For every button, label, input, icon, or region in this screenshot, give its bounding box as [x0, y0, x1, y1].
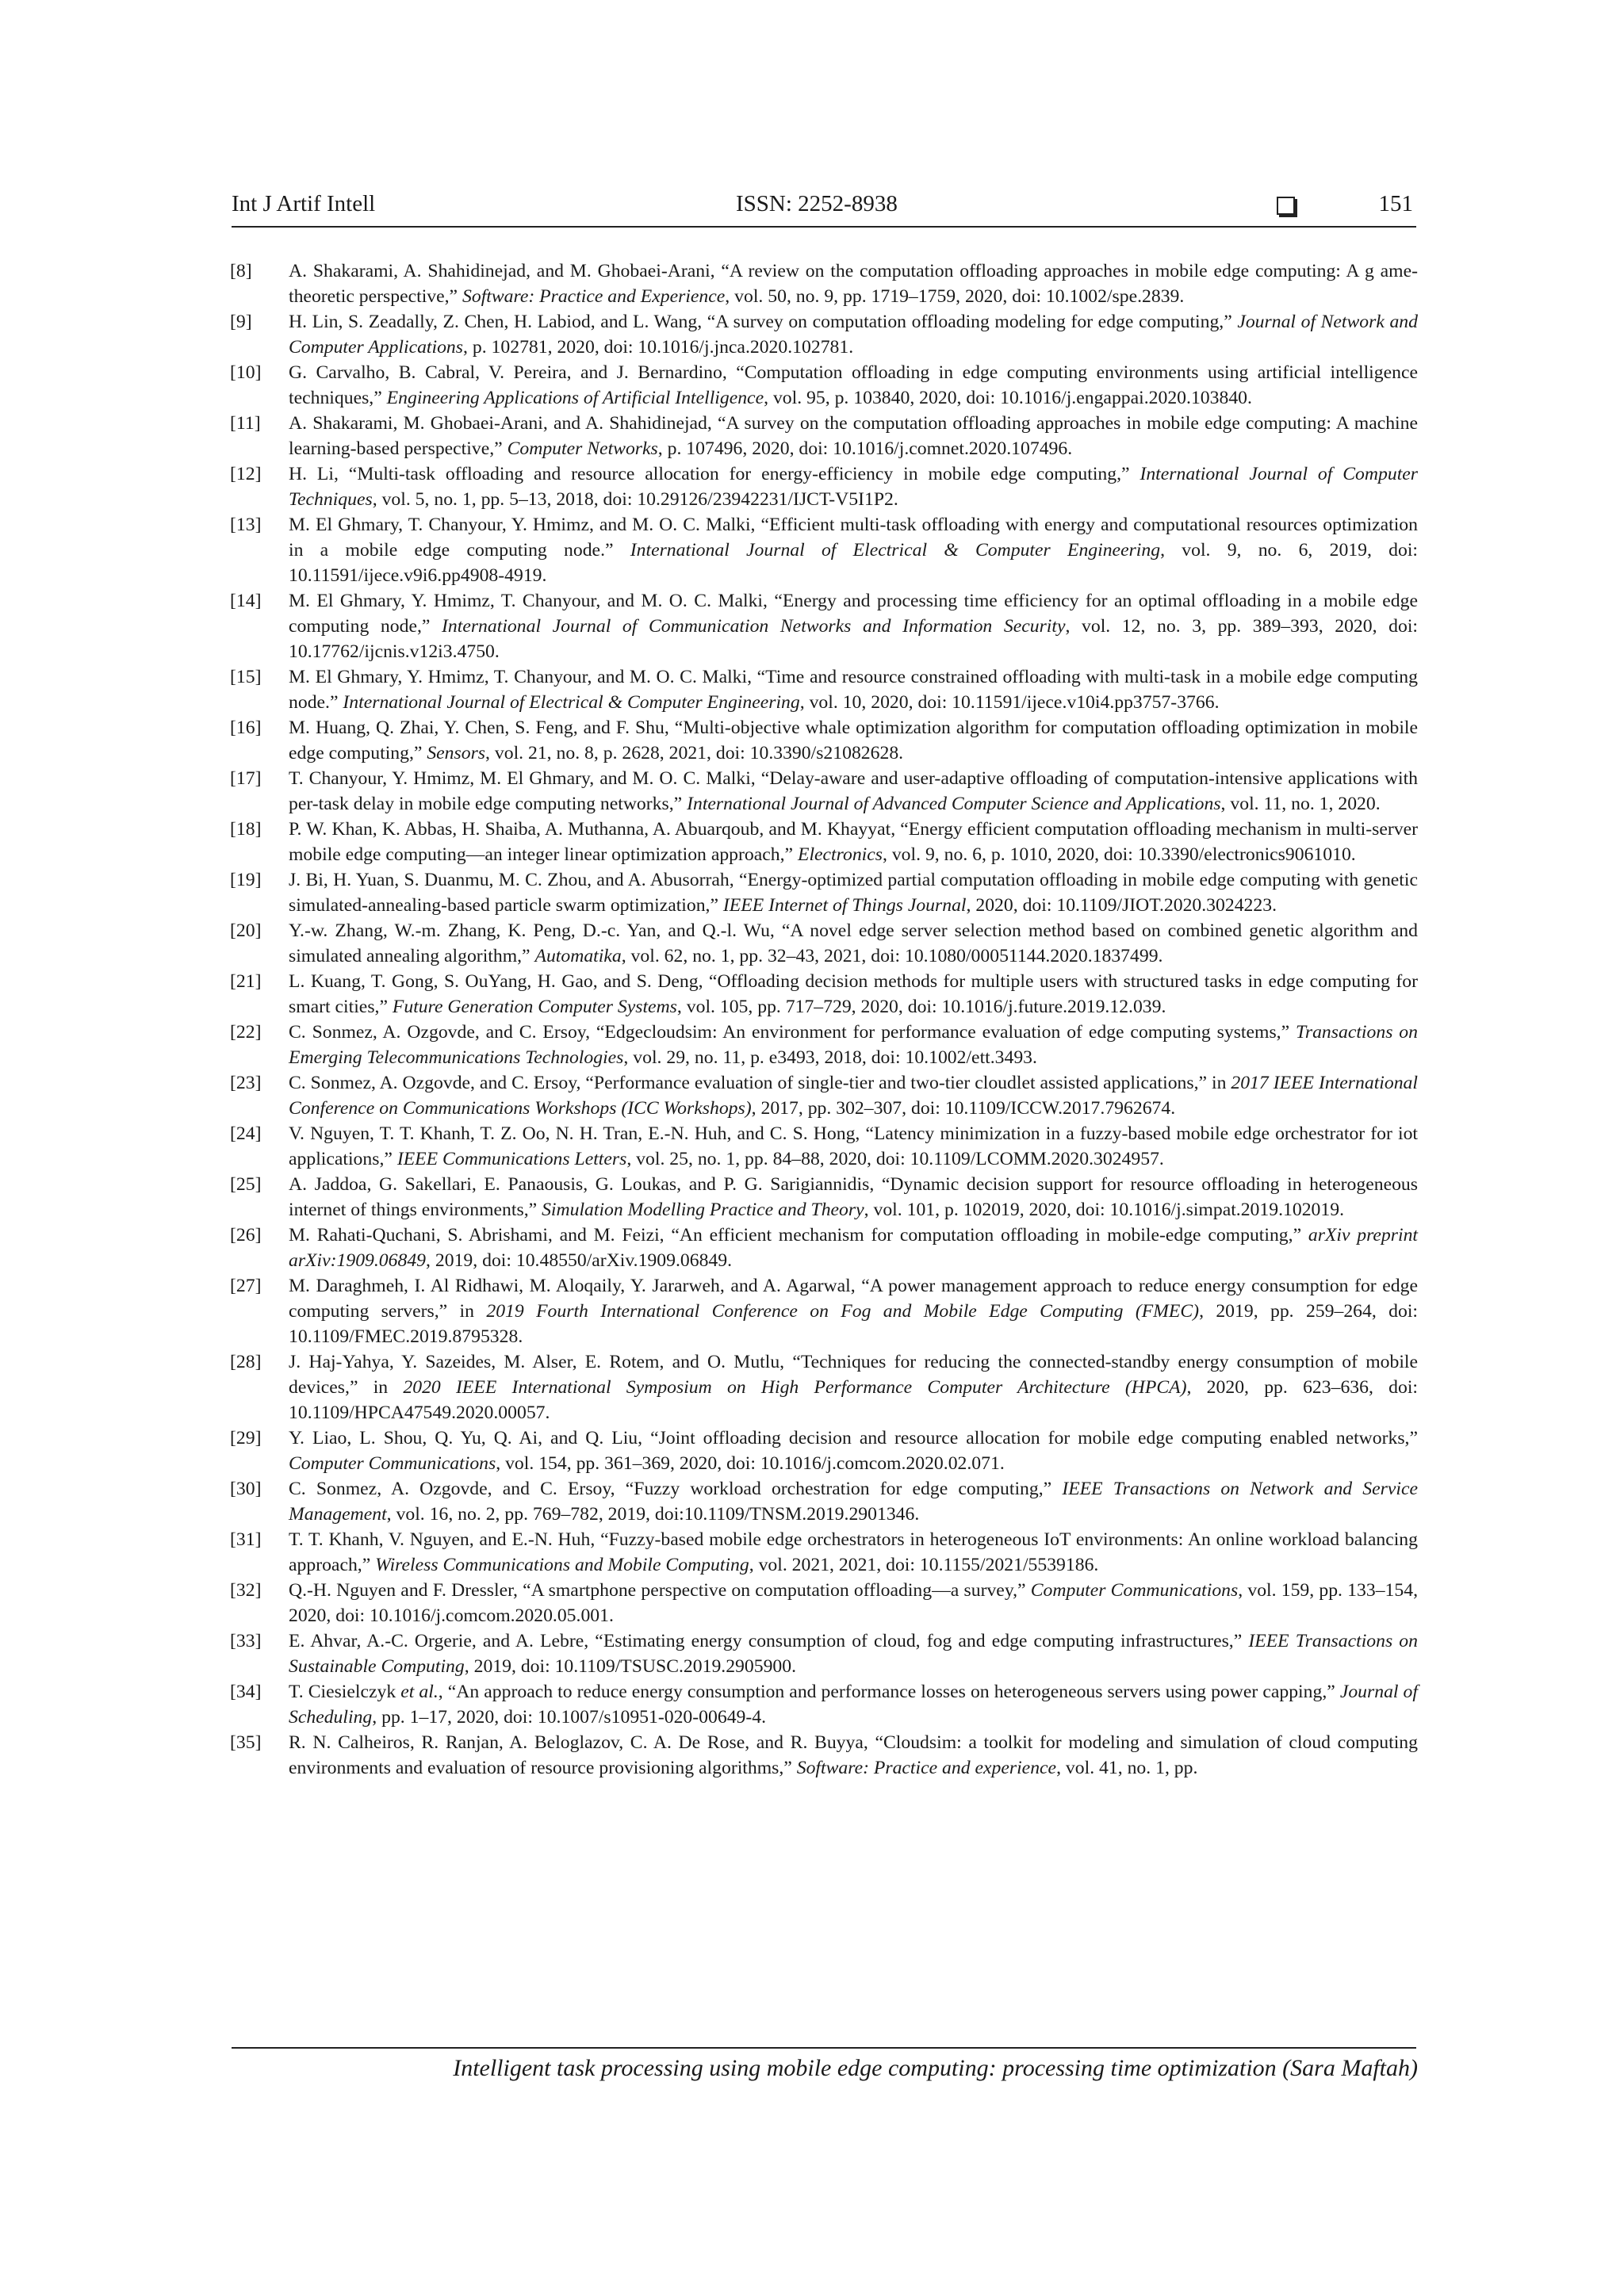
reference-venue: International Journal of Advanced Computer Science and Applications	[687, 794, 1221, 814]
reference-text	[289, 588, 1418, 664]
reference-details: , 2017, pp. 302–307, doi: 10.1109/ICCW.2017.7962674.	[751, 1098, 1176, 1119]
reference-details: , vol. 12, no. 3, pp. 389–393, 2020, doi: 10.17762/ijcnis.v12i3.4750.	[289, 616, 1418, 662]
reference-details: , vol. 41, no. 1, pp.	[1056, 1758, 1198, 1778]
reference-venue: Journal of Network and Computer Applications	[289, 312, 1418, 358]
page-number: 151	[1378, 191, 1413, 216]
reference-number: [8]	[230, 261, 252, 281]
reference-venue: et al.	[400, 1682, 439, 1702]
reference-venue: International Journal of Electrical & Computer Engineering	[343, 692, 800, 713]
reference-number: [18]	[230, 819, 262, 840]
reference-text	[289, 1425, 1418, 1476]
reference-number: [24]	[230, 1123, 262, 1144]
reference-text	[289, 817, 1418, 867]
reference-number: [11]	[230, 413, 261, 434]
reference-text	[289, 1070, 1418, 1121]
reference-details: , p. 102781, 2020, doi: 10.1016/j.jnca.2020.102781.	[463, 337, 854, 358]
reference-text	[289, 1730, 1418, 1781]
reference-item	[230, 1172, 1418, 1223]
reference-details: , vol. 10, 2020, doi: 10.11591/ijece.v10i4.pp3757-3766.	[799, 692, 1220, 713]
reference-venue: Software: Practice and Experience	[462, 286, 726, 307]
reference-number: [9]	[230, 312, 252, 332]
reference-item	[230, 1679, 1418, 1730]
reference-item	[230, 1121, 1418, 1172]
reference-text	[289, 1223, 1418, 1273]
reference-authors-title: J. Haj-Yahya, Y. Sazeides, M. Alser, E. Rotem, and O. Mutlu, “Techniques for reducing the connected-standby energy consumption of mobile devices,” in	[289, 1352, 1418, 1398]
reference-details: , “An approach to reduce energy consumption and performance losses on heterogeneous servers using power capping,” Journal of Scheduling, pp. 1–17, 2020, doi: 10.1007/s10951-020-00649-4.	[289, 1682, 1418, 1728]
reference-authors-title: C. Sonmez, A. Ozgovde, and C. Ersoy, “Performance evaluation of single-tier and two-tier cloudlet assisted applications,” in	[289, 1073, 1231, 1093]
reference-text	[289, 969, 1418, 1020]
reference-venue: Computer Communications	[1030, 1580, 1239, 1601]
reference-details: , 2020, doi: 10.1109/JIOT.2020.3024223.	[966, 895, 1277, 916]
reference-details: , 2019, doi: 10.1109/TSUSC.2019.2905900.	[464, 1656, 797, 1677]
reference-venue: 2020 IEEE International Symposium on High Performance Computer Architecture (HPCA)	[403, 1377, 1187, 1398]
reference-details: , vol. 11, no. 1, 2020.	[1220, 794, 1381, 814]
reference-number: [32]	[230, 1580, 262, 1601]
reference-item	[230, 1020, 1418, 1070]
reference-venue: International Journal of Computer Techniques	[289, 464, 1419, 510]
reference-item	[230, 715, 1418, 766]
reference-text	[289, 258, 1418, 309]
square-box-icon	[1277, 197, 1295, 215]
reference-number: [19]	[230, 870, 262, 890]
reference-details: , vol. 16, no. 2, pp. 769–782, 2019, doi:10.1109/TNSM.2019.2901346.	[386, 1504, 920, 1525]
reference-authors-title: Y. Liao, L. Shou, Q. Yu, Q. Ai, and Q. Liu, “Joint offloading decision and resource allocation for mobile edge computing enabled networks,”	[289, 1428, 1418, 1448]
reference-text	[289, 512, 1418, 588]
reference-item	[230, 1476, 1418, 1527]
reference-authors-title: J. Bi, H. Yuan, S. Duanmu, M. C. Zhou, and A. Abusorrah, “Energy-optimized partial computation offloading in mobile edge computing with genetic simulated-annealing-based particle swarm optimization,”	[289, 870, 1418, 916]
reference-item	[230, 512, 1418, 588]
reference-details: , vol. 101, p. 102019, 2020, doi: 10.1016/j.simpat.2019.102019.	[864, 1200, 1344, 1220]
reference-text	[289, 411, 1418, 461]
reference-number: [13]	[230, 515, 262, 535]
reference-item	[230, 1527, 1418, 1578]
reference-venue: Electronics	[797, 844, 883, 865]
reference-authors-title: C. Sonmez, A. Ozgovde, and C. Ersoy, “Edgecloudsim: An environment for performance evaluation of edge computing systems,”	[289, 1022, 1296, 1043]
reference-venue: Computer Communications	[289, 1453, 496, 1474]
reference-authors-title: T. T. Khanh, V. Nguyen, and E.-N. Huh, “Fuzzy-based mobile edge orchestrators in heterogeneous IoT environments: An online workload balancing approach,”	[289, 1529, 1418, 1575]
reference-item	[230, 1223, 1418, 1273]
reference-authors-title: Y.-w. Zhang, W.-m. Zhang, K. Peng, D.-c. Yan, and Q.-l. Wu, “A novel edge server selection method based on combined genetic algorithm and simulated annealing algorithm,”	[289, 920, 1418, 966]
reference-authors-title: M. Rahati-Quchani, S. Abrishami, and M. Feizi, “An efficient mechanism for computation offloading in mobile-edge computing,”	[289, 1225, 1308, 1246]
reference-authors-title: E. Ahvar, A.-C. Orgerie, and A. Lebre, “Estimating energy consumption of cloud, fog and edge computing infrastructures,”	[289, 1631, 1249, 1651]
reference-venue: Future Generation Computer Systems	[392, 997, 677, 1017]
reference-authors-title: H. Li, “Multi-task offloading and resource allocation for energy-efficiency in mobile edge computing,”	[289, 464, 1140, 484]
reference-authors-title: M. Huang, Q. Zhai, Y. Chen, S. Feng, and F. Shu, “Multi-objective whale optimization algorithm for computation offloading optimization in mobile edge computing,”	[289, 718, 1418, 763]
reference-number: [12]	[230, 464, 262, 484]
reference-authors-title: A. Shakarami, M. Ghobaei-Arani, and A. Shahidinejad, “A survey on the computation offloading approaches in mobile edge computing: A machine learning-based perspective,”	[289, 413, 1418, 459]
reference-details: , p. 107496, 2020, doi: 10.1016/j.comnet.2020.107496.	[657, 438, 1073, 459]
reference-details: , vol. 95, p. 103840, 2020, doi: 10.1016/j.engappai.2020.103840.	[764, 388, 1252, 408]
reference-item	[230, 817, 1418, 867]
reference-details: , vol. 9, no. 6, p. 1010, 2020, doi: 10.3390/electronics9061010.	[882, 844, 1356, 865]
reference-details: , vol. 62, no. 1, pp. 32–43, 2021, doi: 10.1080/00051144.2020.1837499.	[621, 946, 1163, 966]
reference-number: [16]	[230, 718, 262, 738]
reference-venue: Simulation Modelling Practice and Theory	[542, 1200, 864, 1220]
reference-item	[230, 309, 1418, 360]
reference-venue: International Journal of Communication Networks and Information Security	[442, 616, 1066, 637]
reference-item	[230, 766, 1418, 817]
reference-item	[230, 1425, 1418, 1476]
reference-number: [30]	[230, 1479, 262, 1499]
reference-authors-title: M. Daraghmeh, I. Al Ridhawi, M. Aloqaily, Y. Jararweh, and A. Agarwal, “A power management approach to reduce energy consumption for edge computing servers,” in	[289, 1276, 1418, 1322]
reference-authors-title: P. W. Khan, K. Abbas, H. Shaiba, A. Muthanna, A. Abuarqoub, and M. Khayyat, “Energy efficient computation offloading mechanism in multi-server mobile edge computing—an integer linear optimization approach,”	[289, 819, 1418, 865]
reference-authors-title: T. Chanyour, Y. Hmimz, M. El Ghmary, and M. O. C. Malki, “Delay-aware and user-adaptive offloading of computation-intensive applications with per-task delay in mobile edge computing networks,”	[289, 768, 1418, 814]
reference-item	[230, 1349, 1418, 1425]
reference-details: , 2019, pp. 259–264, doi: 10.1109/FMEC.2019.8795328.	[289, 1301, 1418, 1347]
reference-venue: Engineering Applications of Artificial Intelligence	[386, 388, 764, 408]
footer-rule	[232, 2047, 1416, 2049]
reference-number: [34]	[230, 1682, 262, 1702]
page-header	[232, 191, 1416, 228]
reference-authors-title: A. Jaddoa, G. Sakellari, E. Panaousis, G. Loukas, and P. G. Sarigiannidis, “Dynamic decision support for resource offloading in heterogeneous internet of things environments,”	[289, 1174, 1418, 1220]
reference-details: , vol. 25, no. 1, pp. 84–88, 2020, doi: 10.1109/LCOMM.2020.3024957.	[626, 1149, 1164, 1169]
reference-details: , vol. 9, no. 6, 2019, doi: 10.11591/ijece.v9i6.pp4908-4919.	[289, 540, 1418, 586]
issn: ISSN: 2252-8938	[736, 191, 898, 216]
reference-text	[289, 1679, 1418, 1730]
reference-item	[230, 360, 1418, 411]
reference-venue: 2017 IEEE International Conference on Communications Workshops (ICC Workshops)	[289, 1073, 1418, 1119]
reference-details: , 2020, pp. 623–636, doi: 10.1109/HPCA47549.2020.00057.	[289, 1377, 1418, 1423]
reference-item	[230, 664, 1418, 715]
reference-details: , 2019, doi: 10.48550/arXiv.1909.06849.	[426, 1250, 733, 1271]
reference-item	[230, 918, 1418, 969]
reference-details: , vol. 5, no. 1, pp. 5–13, 2018, doi: 10.29126/23942231/IJCT-V5I1P2.	[372, 489, 898, 510]
reference-number: [15]	[230, 667, 262, 687]
reference-text	[289, 360, 1418, 411]
reference-venue: 2019 Fourth International Conference on Fog and Mobile Edge Computing (FMEC)	[486, 1301, 1200, 1322]
reference-authors-title: T. Ciesielczyk	[289, 1682, 401, 1702]
reference-number: [25]	[230, 1174, 262, 1195]
reference-item	[230, 1730, 1418, 1781]
reference-venue: Wireless Communications and Mobile Computing	[375, 1555, 749, 1575]
reference-details: , vol. 105, pp. 717–729, 2020, doi: 10.1016/j.future.2019.12.039.	[676, 997, 1166, 1017]
reference-item	[230, 1070, 1418, 1121]
reference-number: [29]	[230, 1428, 262, 1448]
reference-details: , vol. 50, no. 9, pp. 1719–1759, 2020, doi: 10.1002/spe.2839.	[725, 286, 1185, 307]
reference-details: , vol. 159, pp. 133–154, 2020, doi: 10.1016/j.comcom.2020.05.001.	[289, 1580, 1418, 1626]
reference-authors-title: M. El Ghmary, Y. Hmimz, T. Chanyour, and M. O. C. Malki, “Energy and processing time efficiency for an optimal offloading in a mobile edge computing node,”	[289, 591, 1418, 637]
reference-text	[289, 867, 1418, 918]
reference-number: [27]	[230, 1276, 262, 1296]
journal-name: Int J Artif Intell	[232, 191, 376, 216]
reference-venue: Sensors	[427, 743, 486, 763]
reference-text	[289, 1527, 1418, 1578]
reference-text	[289, 1628, 1418, 1679]
reference-text	[289, 664, 1418, 715]
reference-venue: Transactions on Emerging Telecommunications Technologies	[289, 1022, 1418, 1068]
reference-number: [14]	[230, 591, 262, 611]
reference-text	[289, 1349, 1418, 1425]
reference-item	[230, 258, 1418, 309]
reference-number: [33]	[230, 1631, 262, 1651]
reference-text	[289, 309, 1418, 360]
reference-venue: International Journal of Electrical & Computer Engineering	[630, 540, 1161, 561]
reference-item	[230, 411, 1418, 461]
reference-details: , vol. 29, no. 11, p. e3493, 2018, doi: 10.1002/ett.3493.	[623, 1047, 1037, 1068]
reference-details: , vol. 154, pp. 361–369, 2020, doi: 10.1016/j.comcom.2020.02.071.	[496, 1453, 1005, 1474]
reference-authors-title: C. Sonmez, A. Ozgovde, and C. Ersoy, “Fuzzy workload orchestration for edge computing,”	[289, 1479, 1063, 1499]
references-list	[230, 258, 1418, 1781]
reference-venue: arXiv preprint arXiv:1909.06849	[289, 1225, 1418, 1271]
reference-text	[289, 715, 1418, 766]
reference-authors-title: Q.-H. Nguyen and F. Dressler, “A smartphone perspective on computation offloading—a survey,”	[289, 1580, 1031, 1601]
reference-venue: IEEE Communications Letters	[396, 1149, 627, 1169]
reference-text	[289, 1578, 1418, 1628]
reference-venue: Software: Practice and experience	[796, 1758, 1057, 1778]
reference-text	[289, 766, 1418, 817]
reference-number: [23]	[230, 1073, 262, 1093]
reference-authors-title: H. Lin, S. Zeadally, Z. Chen, H. Labiod, and L. Wang, “A survey on computation offloading modeling for edge computing,”	[289, 312, 1238, 332]
reference-authors-title: L. Kuang, T. Gong, S. OuYang, H. Gao, and S. Deng, “Offloading decision methods for multiple users with structured tasks in edge computing for smart cities,”	[289, 971, 1418, 1017]
reference-number: [20]	[230, 920, 262, 941]
reference-number: [35]	[230, 1732, 262, 1753]
reference-item	[230, 867, 1418, 918]
reference-number: [26]	[230, 1225, 262, 1246]
reference-item	[230, 1273, 1418, 1349]
reference-number: [21]	[230, 971, 262, 992]
reference-details: , vol. 21, no. 8, p. 2628, 2021, doi: 10.3390/s21082628.	[485, 743, 904, 763]
reference-authors-title: R. N. Calheiros, R. Ranjan, A. Beloglazov, C. A. De Rose, and R. Buyya, “Cloudsim: a toolkit for modeling and simulation of cloud computing environments and evaluation of resource provisioning algorithms,”	[289, 1732, 1418, 1778]
page-footer: Intelligent task processing using mobile edge computing: processing time optimization (Sara Maftah)	[453, 2055, 1418, 2081]
reference-number: [22]	[230, 1022, 262, 1043]
reference-text	[289, 1273, 1418, 1349]
reference-number: [17]	[230, 768, 262, 789]
reference-text	[289, 1121, 1418, 1172]
reference-venue: IEEE Transactions on Sustainable Computing	[289, 1631, 1418, 1677]
reference-details: , vol. 2021, 2021, doi: 10.1155/2021/5539186.	[749, 1555, 1099, 1575]
reference-text	[289, 1020, 1418, 1070]
reference-item	[230, 1578, 1418, 1628]
reference-item	[230, 1628, 1418, 1679]
reference-venue: Computer Networks	[507, 438, 658, 459]
reference-item	[230, 588, 1418, 664]
reference-text	[289, 1476, 1418, 1527]
reference-authors-title: G. Carvalho, B. Cabral, V. Pereira, and J. Bernardino, “Computation offloading in edge computing environments using artificial intelligence techniques,”	[289, 362, 1418, 408]
reference-text	[289, 1172, 1418, 1223]
reference-venue: Automatika	[534, 946, 622, 966]
reference-number: [28]	[230, 1352, 262, 1372]
reference-text	[289, 461, 1418, 512]
reference-number: [10]	[230, 362, 262, 383]
reference-text	[289, 918, 1418, 969]
reference-number: [31]	[230, 1529, 262, 1550]
reference-item	[230, 969, 1418, 1020]
reference-authors-title: M. El Ghmary, Y. Hmimz, T. Chanyour, and M. O. C. Malki, “Time and resource constrained offloading with multi-task in a mobile edge computing node.”	[289, 667, 1418, 713]
reference-venue: IEEE Internet of Things Journal	[722, 895, 967, 916]
reference-item	[230, 461, 1418, 512]
reference-authors-title: M. El Ghmary, T. Chanyour, Y. Hmimz, and M. O. C. Malki, “Efficient multi-task offloading with energy and computational resources optimization in a mobile edge computing node.”	[289, 515, 1418, 561]
reference-authors-title: A. Shakarami, A. Shahidinejad, and M. Ghobaei-Arani, “A review on the computation offloading approaches in mobile edge computing: A g ame-theoretic perspective,”	[289, 261, 1418, 307]
reference-authors-title: V. Nguyen, T. T. Khanh, T. Z. Oo, N. H. Tran, E.-N. Huh, and C. S. Hong, “Latency minimization in a fuzzy-based mobile edge orchestrator for iot applications,”	[289, 1123, 1418, 1169]
reference-venue: IEEE Transactions on Network and Service Management	[289, 1479, 1418, 1525]
